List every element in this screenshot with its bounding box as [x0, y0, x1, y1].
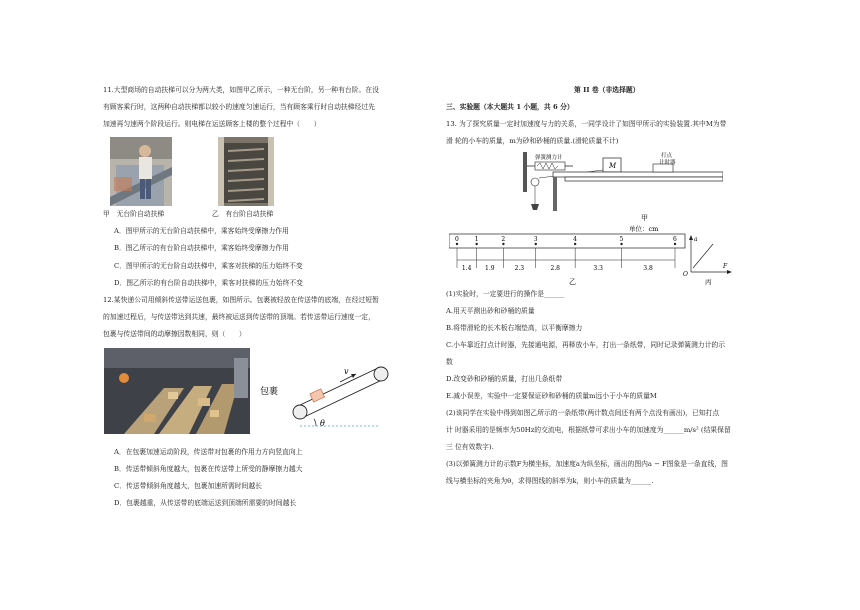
sub1: (1)实验时，一定要进行的操作是______: [446, 290, 565, 298]
caption-b: 乙 有台阶自动扶梯: [212, 210, 274, 218]
upper-roller-icon: [374, 367, 388, 381]
sub1-option-b: B.将带滑轮的长木板右端垫高，以平衡摩擦力: [446, 324, 583, 332]
tape-point-label: 1: [474, 236, 479, 243]
tape-point-label: 0: [455, 236, 459, 243]
tape-point-label: 4: [573, 236, 577, 243]
timer-label-1: 打点: [661, 153, 673, 159]
tape-gap-label: 3.8: [643, 265, 653, 272]
tape-point-label: 3: [533, 236, 538, 243]
sub1-option-a: A.用天平测出砂和砂桶的质量: [446, 307, 535, 315]
tape-point: [456, 243, 458, 245]
q12-line2: 的加速过程后，与传送带达到共速，最终被运送到传送带的顶端。若传送带运行速度一定，: [103, 313, 375, 321]
paper-tape-diagram: [449, 222, 689, 286]
sub2-line1: (2)该同学在实验中得到如图乙所示的一条纸带(两计数点间还有两个点没有画出)，已知打点: [446, 409, 720, 417]
tape-gap-label: 3.3: [593, 265, 603, 272]
tape-unit: 单位：cm: [629, 225, 659, 233]
q11-option-b: B．图乙所示的有台阶自动扶梯中，乘客始终受摩擦力作用: [114, 244, 289, 252]
q11-option-d: D．图乙所示的有台阶自动扶梯中，乘客对扶梯的压力始终不变: [114, 279, 303, 287]
q12-line1: 12.某快递公司用倾斜传送带运送包裹，如图所示。包裹被轻放在传送带的底端，在经过短暂: [103, 296, 379, 304]
q11-option-c: C．图甲所示的无台阶自动扶梯中，乘客对扶梯的压力始终不变: [114, 262, 303, 270]
a-f-graph: [683, 232, 733, 288]
graph-line: [693, 244, 713, 268]
sub3-line1: (3)以弹簧测力计的示数F为横坐标，加速度a为纵坐标，画出的图内a − F图象是一条直线，图: [446, 460, 728, 468]
tape-gap-label: 1.4: [461, 265, 472, 272]
sub2-line2: 计 时器采用的是频率为50Hz的交流电，根据纸带可求出小车的加速度为______m/s² (结果保留: [446, 426, 731, 434]
q12-option-a: A．在包裹加速运动阶段，传送带对包裹的作用力方向竖直向上: [114, 448, 303, 456]
tape-point-label: 6: [673, 236, 677, 243]
q11-option-a: A．图甲所示的无台阶自动扶梯中，乘客始终受摩擦力作用: [114, 227, 289, 235]
tape-gap-label: 2.8: [550, 265, 560, 272]
tape-point: [620, 243, 622, 245]
sub1-option-d: D.改变砂和砂桶的质量，打出几条纸带: [446, 375, 563, 383]
q11-line3: 加速再匀速两个阶段运行。则电梯在运送顾客上楼的整个过程中（ ）: [103, 120, 321, 128]
q12-option-c: C．传送带倾斜角度越大，包裹加速所需时间越长: [114, 482, 262, 490]
q12-line3: 包裹与传送带间的动摩擦因数相同，则（ ）: [103, 330, 246, 338]
section-title: 第 II 卷（非选择题）: [574, 86, 640, 94]
escalator-photo-no-steps: [110, 137, 172, 206]
cart-label: M: [609, 162, 617, 170]
tape-gap-label: 1.9: [485, 265, 495, 272]
package-label: 包裹: [260, 387, 279, 397]
q12-option-d: D．包裹越重，从传送带的底端运送到顶端所需要的时间越长: [114, 499, 297, 507]
graph-fig-label: 丙: [705, 278, 712, 286]
sand-bucket-icon: [531, 204, 539, 210]
tape-point: [502, 243, 504, 245]
conveyor-diagram: [260, 360, 410, 438]
tape-gap-label: 2.3: [514, 265, 525, 272]
tape-point: [535, 243, 537, 245]
escalator-photo-steps: [218, 137, 274, 206]
theta-label: θ: [320, 419, 325, 428]
velocity-label: v: [344, 367, 349, 376]
apparatus-diagram: [513, 150, 723, 222]
tape-fig-label: 乙: [569, 278, 576, 286]
lower-roller-icon: [293, 405, 307, 419]
apparatus-fig-label: 甲: [641, 214, 648, 222]
timer-label-2: 计时器: [659, 160, 676, 166]
tape-point: [475, 243, 477, 245]
sub3-line2: 线与横坐标的夹角为θ，求得图线的斜率为k，则小车的质量为______.: [446, 477, 654, 485]
package-box-icon: [310, 389, 325, 402]
sub1-option-c-cont: 数: [446, 358, 453, 366]
q13-line1: 13. 为了探究质量一定时加速度与力的关系，一同学设计了如图甲所示的实验装置.其中M为带: [446, 120, 727, 128]
tape-point-label: 2: [501, 236, 506, 243]
tape-point: [574, 243, 576, 245]
graph-y-label: a: [694, 236, 698, 243]
sub1-option-e: E.减小误差，实验中一定要保证砂和砂桶的质量m远小于小车的质量M: [446, 392, 657, 400]
q11-line2: 有顾客乘行时，这两种自动扶梯都以较小的速度匀速运行，当有顾客乘行时自动扶梯经过先: [103, 103, 375, 111]
graph-origin-label: O: [683, 271, 688, 278]
q12-option-b: B．传送带倾斜角度越大，包裹在传送带上所受的静摩擦力越大: [114, 465, 303, 473]
q11-line1: 11.大型商场的自动扶梯可以分为两大类，如图甲乙所示，一种无台阶，另一种有台阶。在没: [103, 86, 379, 94]
pulley-icon: [531, 178, 539, 186]
spring-scale-label: 弹簧测力计: [535, 155, 563, 161]
graph-x-label: F: [723, 263, 728, 270]
section-subtitle: 三、实验题（本大题共 1 小题，共 6 分）: [446, 103, 574, 111]
tape-point: [674, 243, 676, 245]
q13-line2: 滑 轮的小车的质量，m为砂和砂桶的质量.(滑轮质量不计): [446, 137, 619, 145]
warehouse-conveyor-photo: [104, 348, 250, 434]
sub1-option-c: C.小车靠近打点计时器，先接通电源，再释放小车，打出一条纸带，同时记录弹簧测力计的示: [446, 341, 725, 349]
tape-point-label: 5: [619, 236, 624, 243]
caption-a: 甲 无台阶自动扶梯: [103, 210, 165, 218]
sub2-line3: 三 位有效数字).: [446, 443, 494, 451]
